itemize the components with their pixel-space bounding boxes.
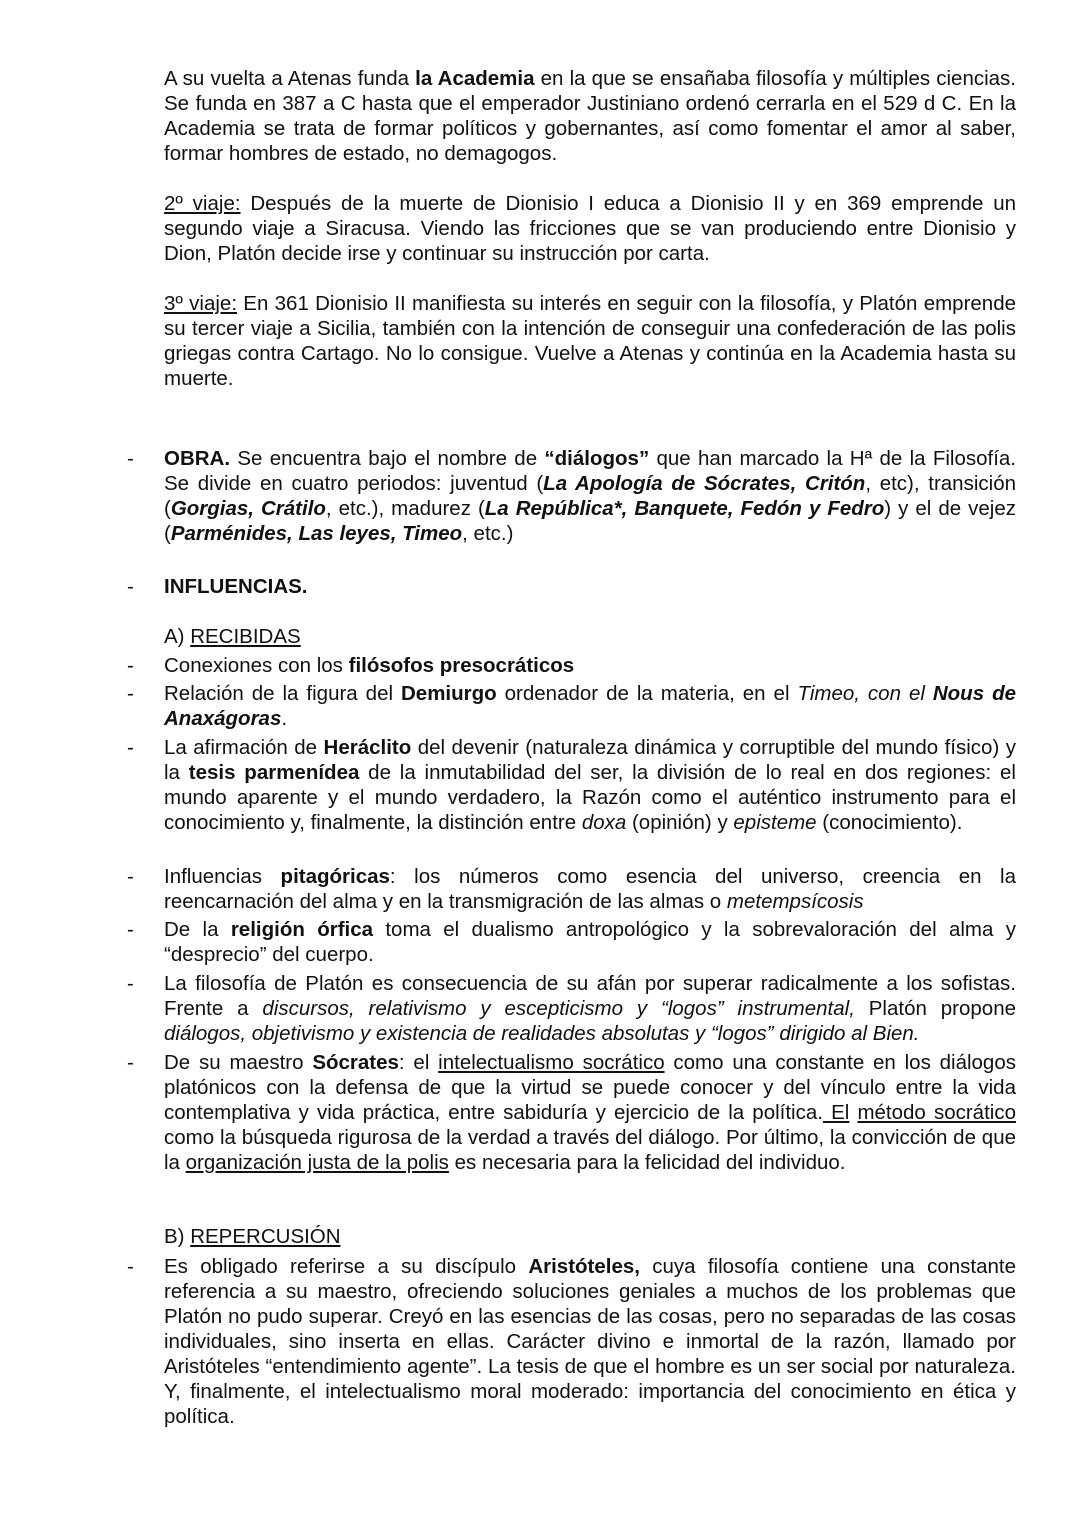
bold-italic-text: La República*, Banquete, Fedón y Fedro — [484, 497, 885, 520]
bold-text: Sócrates — [312, 1051, 399, 1074]
italic-text: episteme — [733, 811, 817, 834]
text-run: del devenir (naturaleza dinámica y corruptible del mundo físico) y la — [164, 736, 1016, 784]
text-run: Se encuentra bajo el nombre de — [230, 447, 545, 470]
text-run: toma el dualismo antropológico y la sobrevaloración del alma y “desprecio” del cuerpo. — [164, 918, 1016, 966]
text-run: Conexiones con los — [164, 654, 349, 677]
bold-text: la Academia — [415, 67, 535, 90]
bullet-dash: - — [127, 865, 134, 888]
influence-item — [164, 864, 1016, 914]
academia-paragraph — [164, 66, 1016, 166]
influence-item — [164, 653, 1016, 678]
bold-text: religión órfica — [230, 918, 374, 941]
text-run: (conocimiento). — [816, 811, 963, 834]
bold-italic-text: Parménides, Las leyes, Timeo — [170, 522, 463, 545]
bold-text: OBRA. — [164, 447, 231, 470]
text-run: Platón propone — [854, 997, 1016, 1020]
text-run: A su vuelta a Atenas funda — [164, 67, 416, 90]
text-run: en la que se ensañaba filosofía y múltiples ciencias. Se funda en 387 a C hasta que el emperador Justiniano ordenó cerrarla en el 529 d C. En la Academia se trata de formar políticos y gobernantes, así como fomentar el amor al saber, formar hombres de estado, no demagogos. — [164, 67, 1017, 165]
text-run: ordenador de la materia, en el — [496, 682, 798, 705]
bold-text: Demiurgo — [401, 682, 497, 705]
bullet-dash: - — [127, 682, 134, 705]
subheading-label: B) — [164, 1225, 191, 1248]
bullet-dash: - — [127, 1051, 134, 1074]
italic-text: doxa — [581, 811, 627, 834]
text-run: De su maestro — [164, 1051, 313, 1074]
bold-text: “diálogos” — [544, 447, 650, 470]
underlined-text: intelectualismo socrático — [438, 1051, 665, 1074]
text-run: , etc.) — [462, 522, 514, 545]
subheading-title: REPERCUSIÓN — [190, 1225, 341, 1248]
text-run: En 361 Dionisio II manifiesta su interés en seguir con la filosofía, y Platón emprende su tercer viaje a Sicilia, también con la intención de conseguir una confederación de las polis griegas contra Cartago. No lo consigue. Vuelve a Atenas y continúa en la Academia hasta su muerte. — [164, 292, 1016, 390]
text-run: Influencias — [164, 865, 281, 888]
influence-item — [164, 971, 1016, 1046]
text-run: cuya filosofía contiene una constante referencia a su maestro, ofreciendo soluciones geniales a muchos de los problemas que Platón no pudo superar. Creyó en las esencias de las cosas, pero no separadas de las cosas individuales, sino inserta en ellas. Carácter divino e inmortal de la razón, llamado por Aristóteles “entendimiento agente”. La tesis de que el hombre es un ser social por naturaleza. Y, finalmente, el intelectualismo moral moderado: importancia del conocimiento en ética y política. — [164, 1255, 1016, 1428]
repercusion-subheading — [164, 1224, 1016, 1249]
text-run: La afirmación de — [164, 736, 324, 759]
bold-text: Aristóteles, — [528, 1255, 640, 1278]
text-run: De la — [164, 918, 231, 941]
bullet-dash: - — [127, 1255, 134, 1278]
underlined-text: método socrático — [857, 1101, 1016, 1124]
text-run: es necesaria para la felicidad del individuo. — [448, 1151, 846, 1174]
text-run: , etc), transición ( — [164, 472, 1016, 520]
italic-text: metempsícosis — [726, 890, 864, 913]
text-run: : los números como esencia del universo, creencia en la reencarnación del alma y en la transmigración de las almas o — [164, 865, 1016, 913]
bold-italic-text: Gorgias, Crátilo — [170, 497, 326, 520]
bullet-dash: - — [127, 736, 134, 759]
italic-text: Timeo, con el — [797, 682, 933, 705]
third-trip-paragraph — [164, 291, 1016, 391]
bullet-dash: - — [127, 654, 134, 677]
influence-item — [164, 735, 1016, 835]
italic-text: discursos, relativismo y escepticismo y “logos” instrumental, — [262, 997, 855, 1020]
italic-text: diálogos, objetivismo y existencia de realidades absolutas y “logos” dirigido al Bien. — [164, 1022, 920, 1045]
bullet-dash: - — [127, 575, 134, 598]
influence-item — [164, 917, 1016, 967]
underlined-text: El — [822, 1101, 850, 1124]
text-run: (opinión) y — [626, 811, 734, 834]
underlined-text: organización justa de la polis — [185, 1151, 449, 1174]
recibidas-subheading — [164, 624, 1016, 649]
text-run: ) y el de vejez ( — [164, 497, 1016, 545]
text-run: , etc.), madurez ( — [325, 497, 485, 520]
text-run: que han marcado la Hª de la Filosofía. Se divide en cuatro periodos: juventud ( — [164, 447, 1016, 495]
subheading-title: RECIBIDAS — [190, 625, 301, 648]
text-run: Después de la muerte de Dionisio I educa a Dionisio II y en 369 emprende un segundo viaje a Siracusa. Viendo las fricciones que se van produciendo entre Dionisio y Dion, Platón decide irse y continuar su instrucción por carta. — [164, 192, 1016, 265]
text-run: Es obligado referirse a su discípulo — [164, 1255, 529, 1278]
obra-paragraph — [164, 446, 1016, 546]
subheading-label: A) — [164, 625, 191, 648]
text-run: . — [281, 707, 288, 730]
influence-item — [164, 681, 1016, 731]
influencias-heading: INFLUENCIAS. — [164, 575, 308, 598]
bullet-dash: - — [127, 447, 134, 470]
text-run: Relación de la figura del — [164, 682, 401, 705]
bold-italic-text: La Apología de Sócrates, Critón — [543, 472, 866, 495]
bold-italic-text: Nous de Anaxágoras — [164, 682, 1016, 730]
bold-text: pitagóricas — [280, 865, 390, 888]
influence-item — [164, 1050, 1016, 1175]
bullet-dash: - — [127, 918, 134, 941]
text-run: como una constante en los diálogos platónicos con la defensa de que la virtud se puede conocer y del vínculo entre la vida contemplativa y vida práctica, entre sabiduría y ejercicio de la política. — [164, 1051, 1016, 1124]
text-run: de la inmutabilidad del ser, la división de lo real en dos regiones: el mundo aparente y el mundo verdadero, la Razón como el auténtico instrumento para el conocimiento y, finalmente, la distinción entre — [164, 761, 1016, 834]
underlined-label: 3º viaje: — [164, 292, 238, 315]
bullet-dash: - — [127, 972, 134, 995]
text-run: La filosofía de Platón es consecuencia de su afán por superar radicalmente a los sofistas. Frente a — [164, 972, 1016, 1020]
repercusion-item — [164, 1254, 1016, 1429]
bold-text: Heráclito — [323, 736, 412, 759]
bold-text: tesis parmenídea — [188, 761, 360, 784]
underlined-label: 2º viaje: — [164, 192, 241, 215]
text-run: : el — [398, 1051, 439, 1074]
second-trip-paragraph — [164, 191, 1016, 266]
bold-text: filósofos presocráticos — [348, 654, 575, 677]
text-run: como la búsqueda rigurosa de la verdad a través del diálogo. Por último, la convicción de que la — [164, 1126, 1016, 1174]
